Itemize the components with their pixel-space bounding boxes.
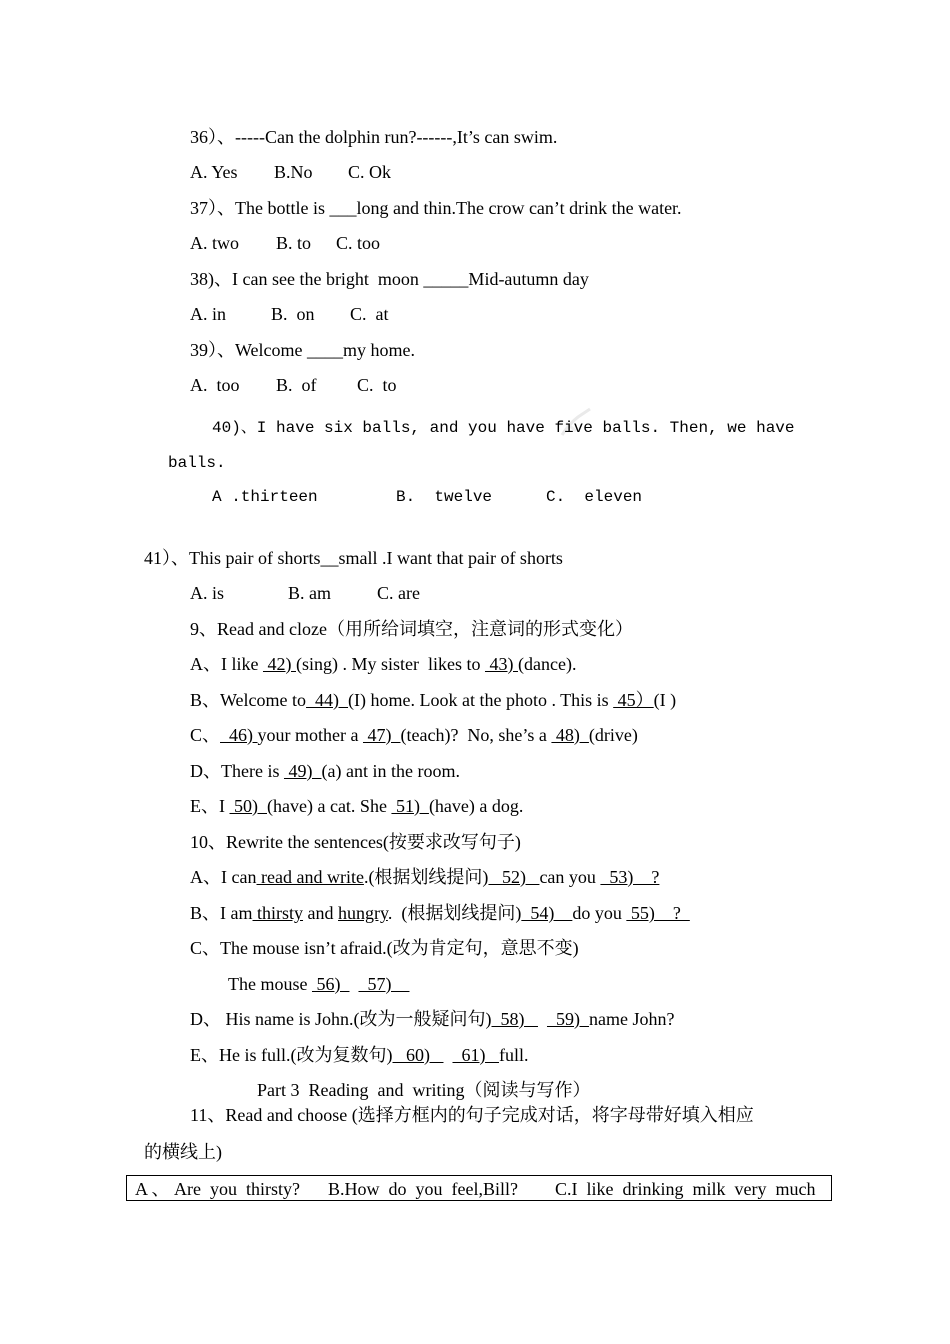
blank-54[interactable]: 54) (521, 903, 573, 923)
section9-item-a: A、I like 42) (sing) . My sister likes to 43) (dance). (190, 654, 577, 674)
q36-option-c: C. Ok (348, 162, 392, 182)
choice-a: A 、 Are you thirsty? (135, 1179, 300, 1199)
blank-42[interactable]: 42) (262, 654, 296, 674)
section10-item-a: A、I can read and write.(根据划线提问) 52) can you 53) ? (190, 867, 660, 887)
blank-56[interactable]: 56) (311, 974, 350, 994)
blank-58[interactable]: 58) (491, 1009, 538, 1029)
blank-52[interactable]: 52) (488, 867, 540, 887)
blank-59[interactable]: 59) (546, 1009, 589, 1029)
q36-option-b: B.No (274, 162, 313, 182)
blank-43[interactable]: 43) (484, 654, 518, 674)
blank-47[interactable]: 47) (362, 725, 401, 745)
blank-60[interactable]: 60) (392, 1045, 444, 1065)
section10-item-e: E、He is full.(改为复数句) 60) 61) full. (190, 1045, 529, 1065)
section10-item-c: C、The mouse isn’t afraid.(改为肯定句，意思不变) (190, 938, 579, 958)
part3-title: Part 3 Reading and writing（阅读与写作） (257, 1080, 591, 1100)
section11-title-line2: 的横线上) (144, 1142, 222, 1162)
section9-item-b: B、Welcome to 44) (I) home. Look at the photo . This is 45）(I ) (190, 690, 677, 710)
blank-44[interactable]: 44) (306, 690, 349, 710)
q40-option-c: C. eleven (546, 488, 643, 506)
q40-option-a: A .thirteen (212, 488, 318, 506)
blank-61[interactable]: 61) (452, 1045, 499, 1065)
q37-option-c: C. too (336, 233, 381, 253)
blank-49[interactable]: 49) (283, 761, 322, 781)
section11-title-line1: 11、Read and choose (选择方框内的句子完成对话，将字母带好填入相应 (190, 1105, 754, 1125)
q39-option-a: A. too (190, 375, 240, 395)
q40-option-b: B. twelve (396, 488, 493, 506)
q37-question: 37）、The bottle is ___long and thin.The crow can’t drink the water. (190, 198, 682, 218)
blank-46[interactable]: 46) (220, 725, 258, 745)
q39-option-b: B. of (276, 375, 317, 395)
q38-option-b: B. on (271, 304, 315, 324)
q39-option-c: C. to (357, 375, 397, 395)
blank-50[interactable]: 50) (229, 796, 267, 816)
q39-question: 39）、Welcome ____my home. (190, 340, 416, 360)
section9-item-c: C、 46) your mother a 47) (teach)? No, she’s a 48) (drive) (190, 725, 638, 745)
q40-question-line2: balls. (168, 454, 226, 472)
q36-question: 36）、-----Can the dolphin run?------,It’s can swim. (190, 127, 558, 147)
q41-option-b: B. am (288, 583, 331, 603)
blank-48[interactable]: 48) (551, 725, 589, 745)
blank-57[interactable]: 57) (358, 974, 410, 994)
q38-option-a: A. in (190, 304, 226, 324)
choice-b: B.How do you feel,Bill? (328, 1179, 518, 1199)
q37-option-b: B. to (276, 233, 312, 253)
blank-45[interactable]: 45） (613, 690, 654, 710)
blank-51[interactable]: 51) (391, 796, 429, 816)
blank-53[interactable]: 53) ? (600, 867, 660, 887)
section9-item-e: E、I 50) (have) a cat. She 51) (have) a dog. (190, 796, 524, 816)
q41-question: 41）、This pair of shorts__small .I want that pair of shorts (144, 548, 563, 568)
q38-option-c: C. at (350, 304, 389, 324)
choice-box (126, 1175, 832, 1201)
section9-item-d: D、There is 49) (a) ant in the room. (190, 761, 460, 781)
q38-question: 38)、I can see the bright moon _____Mid-autumn day (190, 269, 589, 289)
q41-option-c: C. are (377, 583, 420, 603)
section10-item-b: B、I am thirsty and hungry. (根据划线提问) 54) do you 55) ? (190, 903, 690, 923)
section10-item-d: D、 His name is John.(改为一般疑问句) 58) 59) name John? (190, 1009, 675, 1029)
section10-item-c-answer: The mouse 56) 57) (228, 974, 410, 994)
choice-c: C.I like drinking milk very much (555, 1179, 816, 1199)
blank-55[interactable]: 55) ? (626, 903, 690, 923)
q36-option-a: A. Yes (190, 162, 238, 182)
q37-option-a: A. two (190, 233, 239, 253)
section10-title: 10、Rewrite the sentences(按要求改写句子) (190, 832, 521, 852)
q40-question-line1: 40)、I have six balls, and you have five balls. Then, we have (212, 419, 795, 437)
q41-option-a: A. is (190, 583, 225, 603)
section9-title: 9、Read and cloze（用所给词填空，注意词的形式变化） (190, 619, 633, 639)
